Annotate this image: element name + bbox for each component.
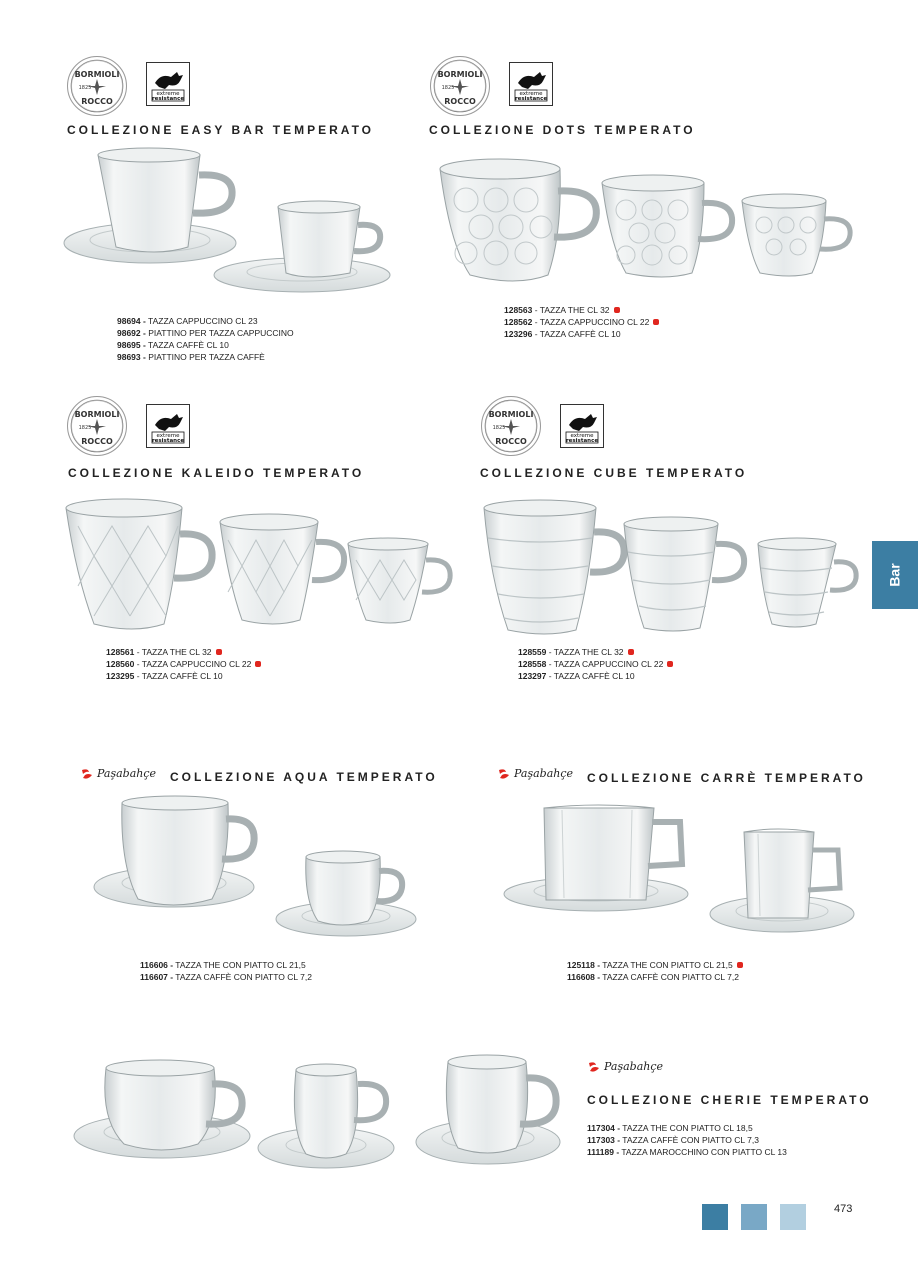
bormioli-rocco-logo (67, 56, 127, 116)
section-title-kaleido: COLLEZIONE KALEIDO TEMPERATO (68, 466, 365, 480)
list-item: 128558 - TAZZA CAPPUCCINO CL 22 (518, 658, 673, 670)
decor-square-light (780, 1204, 806, 1230)
pasabahce-mark-icon (80, 768, 94, 780)
kaleido-product-photo (64, 496, 454, 636)
aqua-product-photo (92, 795, 422, 955)
svg-text:ROCCO: ROCCO (444, 97, 476, 106)
list-item: 98693 - PIATTINO PER TAZZA CAFFÈ (117, 352, 265, 362)
svg-text:BORMIOLI: BORMIOLI (74, 70, 120, 79)
easy-bar-code-list (117, 315, 294, 363)
list-item: 128560 - TAZZA CAPPUCCINO CL 22 (106, 658, 261, 670)
cherie-code-list (587, 1122, 787, 1158)
new-product-dot (667, 661, 673, 667)
list-item: 98692 - PIATTINO PER TAZZA CAPPUCCINO (117, 328, 294, 338)
kaleido-code-list (106, 646, 261, 682)
list-item: 123296 - TAZZA CAFFÈ CL 10 (504, 329, 621, 339)
list-item: 117303 - TAZZA CAFFÈ CON PIATTO CL 7,3 (587, 1135, 759, 1145)
new-product-dot (653, 319, 659, 325)
side-tab-bar[interactable] (872, 541, 918, 609)
list-item: 128559 - TAZZA THE CL 32 (518, 646, 673, 658)
list-item: 128562 - TAZZA CAPPUCCINO CL 22 (504, 316, 659, 328)
list-item: 128563 - TAZZA THE CL 32 (504, 304, 659, 316)
svg-text:extreme: extreme (156, 91, 180, 97)
bormioli-rocco-logo (67, 396, 127, 456)
section-title-carre: COLLEZIONE CARRÈ TEMPERATO (587, 771, 866, 785)
list-item: 116608 - TAZZA CAFFÈ CON PIATTO CL 7,2 (567, 972, 739, 982)
svg-text:resistance: resistance (565, 438, 599, 444)
svg-text:1825: 1825 (441, 85, 455, 91)
svg-text:ROCCO: ROCCO (81, 97, 113, 106)
svg-text:resistance: resistance (151, 96, 185, 102)
pasabahce-logo: Paşabahçe (80, 767, 156, 780)
list-item: 116606 - TAZZA THE CON PIATTO CL 21,5 (140, 960, 306, 970)
list-item: 117304 - TAZZA THE CON PIATTO CL 18,5 (587, 1123, 753, 1133)
list-item: 125118 - TAZZA THE CON PIATTO CL 21,5 (567, 959, 743, 971)
section-title-dots: COLLEZIONE DOTS TEMPERATO (429, 123, 696, 137)
extreme-resistance-logo (509, 62, 553, 106)
decor-square-dark (702, 1204, 728, 1230)
list-item: 123297 - TAZZA CAFFÈ CL 10 (518, 671, 635, 681)
pasabahce-logo: Paşabahçe (587, 1060, 663, 1073)
svg-text:extreme: extreme (519, 91, 543, 97)
svg-text:1825: 1825 (492, 425, 506, 431)
pasabahce-logo: Paşabahçe (497, 767, 573, 780)
list-item: 128561 - TAZZA THE CL 32 (106, 646, 261, 658)
svg-text:1825: 1825 (78, 85, 92, 91)
new-product-dot (614, 307, 620, 313)
cherie-product-photo (70, 1050, 580, 1180)
bormioli-rocco-logo (481, 396, 541, 456)
list-item: 111189 - TAZZA MAROCCHINO CON PIATTO CL 13 (587, 1147, 787, 1157)
section-title-cube: COLLEZIONE CUBE TEMPERATO (480, 466, 748, 480)
dots-product-photo (436, 155, 856, 285)
pasabahce-mark-icon (497, 768, 511, 780)
carre-product-photo (502, 800, 862, 950)
extreme-resistance-logo (560, 404, 604, 448)
list-item: 98695 - TAZZA CAFFÈ CL 10 (117, 340, 229, 350)
svg-text:ROCCO: ROCCO (495, 437, 527, 446)
bormioli-rocco-logo (430, 56, 490, 116)
new-product-dot (255, 661, 261, 667)
easy-bar-product-photo (60, 145, 400, 295)
cube-product-photo (480, 498, 860, 638)
svg-text:ROCCO: ROCCO (81, 437, 113, 446)
carre-code-list (567, 959, 743, 983)
svg-text:resistance: resistance (514, 96, 548, 102)
section-title-easy-bar: COLLEZIONE EASY BAR TEMPERATO (67, 123, 375, 137)
aqua-code-list (140, 959, 312, 983)
extreme-resistance-logo (146, 404, 190, 448)
svg-text:BORMIOLI: BORMIOLI (74, 410, 120, 419)
new-product-dot (628, 649, 634, 655)
list-item: 98694 - TAZZA CAPPUCCINO CL 23 (117, 316, 258, 326)
svg-text:BORMIOLI: BORMIOLI (488, 410, 534, 419)
dots-code-list (504, 304, 659, 340)
svg-text:BORMIOLI: BORMIOLI (437, 70, 483, 79)
side-tab-label: Bar (886, 563, 903, 587)
pasabahce-mark-icon (587, 1061, 601, 1073)
svg-text:extreme: extreme (570, 433, 594, 439)
extreme-resistance-logo (146, 62, 190, 106)
page-number: 473 (834, 1203, 853, 1215)
new-product-dot (737, 962, 743, 968)
section-title-aqua: COLLEZIONE AQUA TEMPERATO (170, 770, 438, 784)
decor-square-mid (741, 1204, 767, 1230)
svg-text:resistance: resistance (151, 438, 185, 444)
list-item: 116607 - TAZZA CAFFÈ CON PIATTO CL 7,2 (140, 972, 312, 982)
svg-text:1825: 1825 (78, 425, 92, 431)
section-title-cherie: COLLEZIONE CHERIE TEMPERATO (587, 1093, 872, 1107)
cube-code-list (518, 646, 673, 682)
list-item: 123295 - TAZZA CAFFÈ CL 10 (106, 671, 223, 681)
svg-text:extreme: extreme (156, 433, 180, 439)
new-product-dot (216, 649, 222, 655)
